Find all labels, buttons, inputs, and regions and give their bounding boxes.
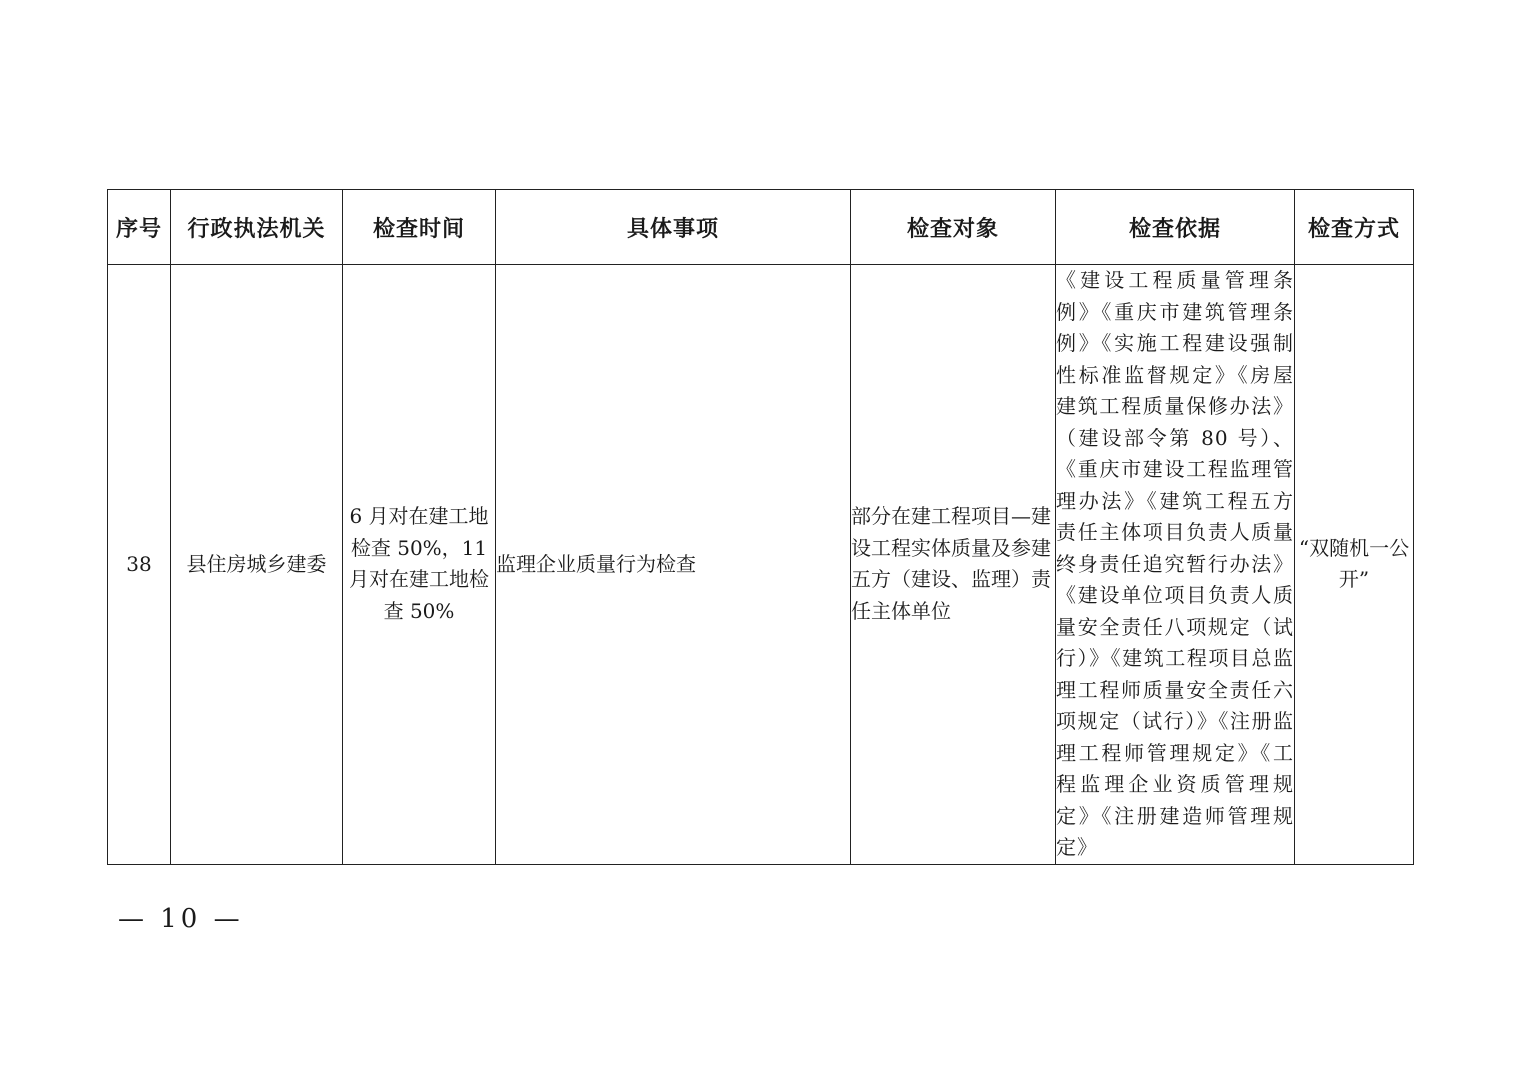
header-method: 检查方式 — [1295, 190, 1414, 265]
cell-basis: 《建设工程质量管理条例》《重庆市建筑管理条例》《实施工程建设强制性标准监督规定》《房屋建筑工程质量保修办法》（建设部令第 80 号）、《重庆市建设工程监理管理办法》《建筑工程五方责任主体项目负责人质量终身责任追究暂行办法》《建设单位项目负责人质量安全责任八项规定（试行）》《建筑工程项目总监理工程师质量安全责任六项规定（试行）》《注册监理工程师管理规定》《工程监理企业资质管理规定》《注册建造师管理规定》 — [1056, 265, 1295, 865]
cell-target: 部分在建工程项目—建设工程实体质量及参建五方（建设、监理）责任主体单位 — [851, 265, 1056, 865]
cell-method: “双随机一公开” — [1295, 265, 1414, 865]
header-seq: 序号 — [108, 190, 171, 265]
table-row — [108, 265, 1414, 865]
header-target: 检查对象 — [851, 190, 1056, 265]
header-basis: 检查依据 — [1056, 190, 1295, 265]
cell-agency: 县住房城乡建委 — [171, 265, 343, 865]
header-time: 检查时间 — [343, 190, 496, 265]
table-header-row — [108, 190, 1414, 265]
cell-item: 监理企业质量行为检查 — [496, 265, 851, 865]
cell-seq: 38 — [108, 265, 171, 865]
header-agency: 行政执法机关 — [171, 190, 343, 265]
cell-time: 6 月对在建工地检查 50%，11 月对在建工地检查 50% — [343, 265, 496, 865]
page-number: — 10 — — [118, 904, 244, 934]
header-item: 具体事项 — [496, 190, 851, 265]
inspection-table — [107, 189, 1414, 865]
